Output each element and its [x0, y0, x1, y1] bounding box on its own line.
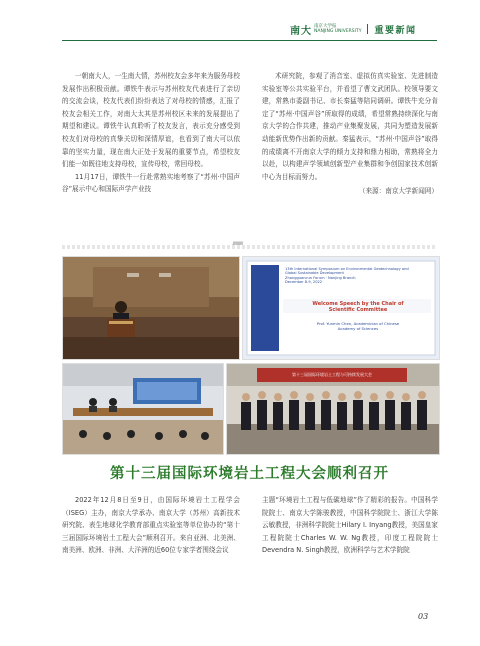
header-rule — [62, 40, 437, 41]
photo-presentation-slide — [242, 256, 440, 360]
section-title: 重要新闻 — [374, 25, 417, 36]
photo-speaker-podium — [62, 256, 240, 360]
article1-source: （来源：南京大学新闻网） — [358, 187, 438, 196]
brand-logo: 南大 — [290, 25, 312, 37]
page-header — [290, 22, 416, 36]
photo-group — [226, 363, 440, 455]
article2-title: 第十三届国际环境岩土工程大会顺利召开 — [110, 466, 389, 482]
article1-paragraph: 11月17日，谭铁牛一行赴常熟实地考察了“苏州·中国声谷”展示中心和国际声学产业技 — [62, 172, 240, 194]
article1-paragraph: 一朝南大人，一生南大情，苏州校友会多年来为服务母校发展作出积极贡献。谭铁牛表示与苏州校友代表进行了亲切的交流会谈，校友代表们纷纷表达了对母校的情感，汇报了校友会相关工作，对南大太其是苏州校区未来的发展提出了期望和建议。谭铁牛认真聆听了校友发言，表示充分感受到校友们对母校的真挚关切和深情厚谊，也看到了南大可以依靠的坚实力量，现在南大正处于发展的重要节点，希望校友们能一如既往地支持母校，宣传母校，常回母校。 — [62, 72, 240, 169]
photo-meeting-room — [62, 363, 224, 455]
article1-left-column — [62, 70, 240, 196]
group-photo-banner: 第十三届国际环境岩土工程与可持续发展大会 — [292, 372, 372, 377]
article2-paragraph: 2022年12月8日至9日，由国际环境岩土工程学会（ISEG）主办，南京大学承办、南京大学（苏州）高新技术研究院、表生地球化学教育部重点实验室等单位协办的“第十三届国际环境岩土工程大会”顺利召开。来自亚洲、北美洲、南美洲、欧洲、非洲、大洋洲的近60位专家学者围绕会议 — [62, 496, 240, 555]
brand-subtitle: 南京大学报 NANJING UNIVERSITY — [314, 24, 362, 34]
article2-right-column — [262, 494, 438, 557]
article2-left-column — [62, 494, 240, 557]
section-divider — [62, 245, 437, 249]
header-separator — [367, 24, 368, 34]
article1-right-column — [262, 70, 438, 198]
article1-paragraph: 术研究院，参观了消音室、虚拟仿真实验室、先进制造实验室等公共实验平台，并看望了曹文武团队。校领导要文建，常熟市委副书记、市长秦猛等陪同调研。谭铁牛充分肯定了“苏州·中国声谷”所取得的成绩，希望常熟持续深化与南京大学的合作共建，推动产业集聚发展，共同为塑造发展新动能新优势作出新的贡献。秦猛表示，“苏州·中国声谷”取得的成绩离不开南京大学的倾力支持和鼎力相助，常熟将全力以赴，以构建声学领域创新型产业集群和争创国家技术创新中心为目标而努力。 — [262, 72, 438, 181]
slide-heading: 13th International Symposium on Environmental Geotechnology and Global Sustainable Development Zhongguancun Forum · Nanjing Branch December 8-9, 2022 — [285, 267, 409, 285]
slide-speech-title: Welcome Speech by the Chair of Scientific Committee — [312, 301, 404, 313]
article2-paragraph: 主题“环境岩土工程与低碳地球”作了精彩的报告。中国科学院院士、南京大学陈骏教授，中国科学院院士、浙江大学陈云敏教授，非洲科学院院士Hilary I. Inyang教授，美国皇家工程院院士Charles W. W. Ng教授，印度工程院院士Devendra N. Singh教授，欧洲科学与艺术学院院 — [262, 496, 438, 555]
slide-speaker: Prof. Yunmin Chen, Academician of Chinese Academy of Sciences — [316, 321, 400, 331]
page-number: 03 — [418, 612, 429, 621]
